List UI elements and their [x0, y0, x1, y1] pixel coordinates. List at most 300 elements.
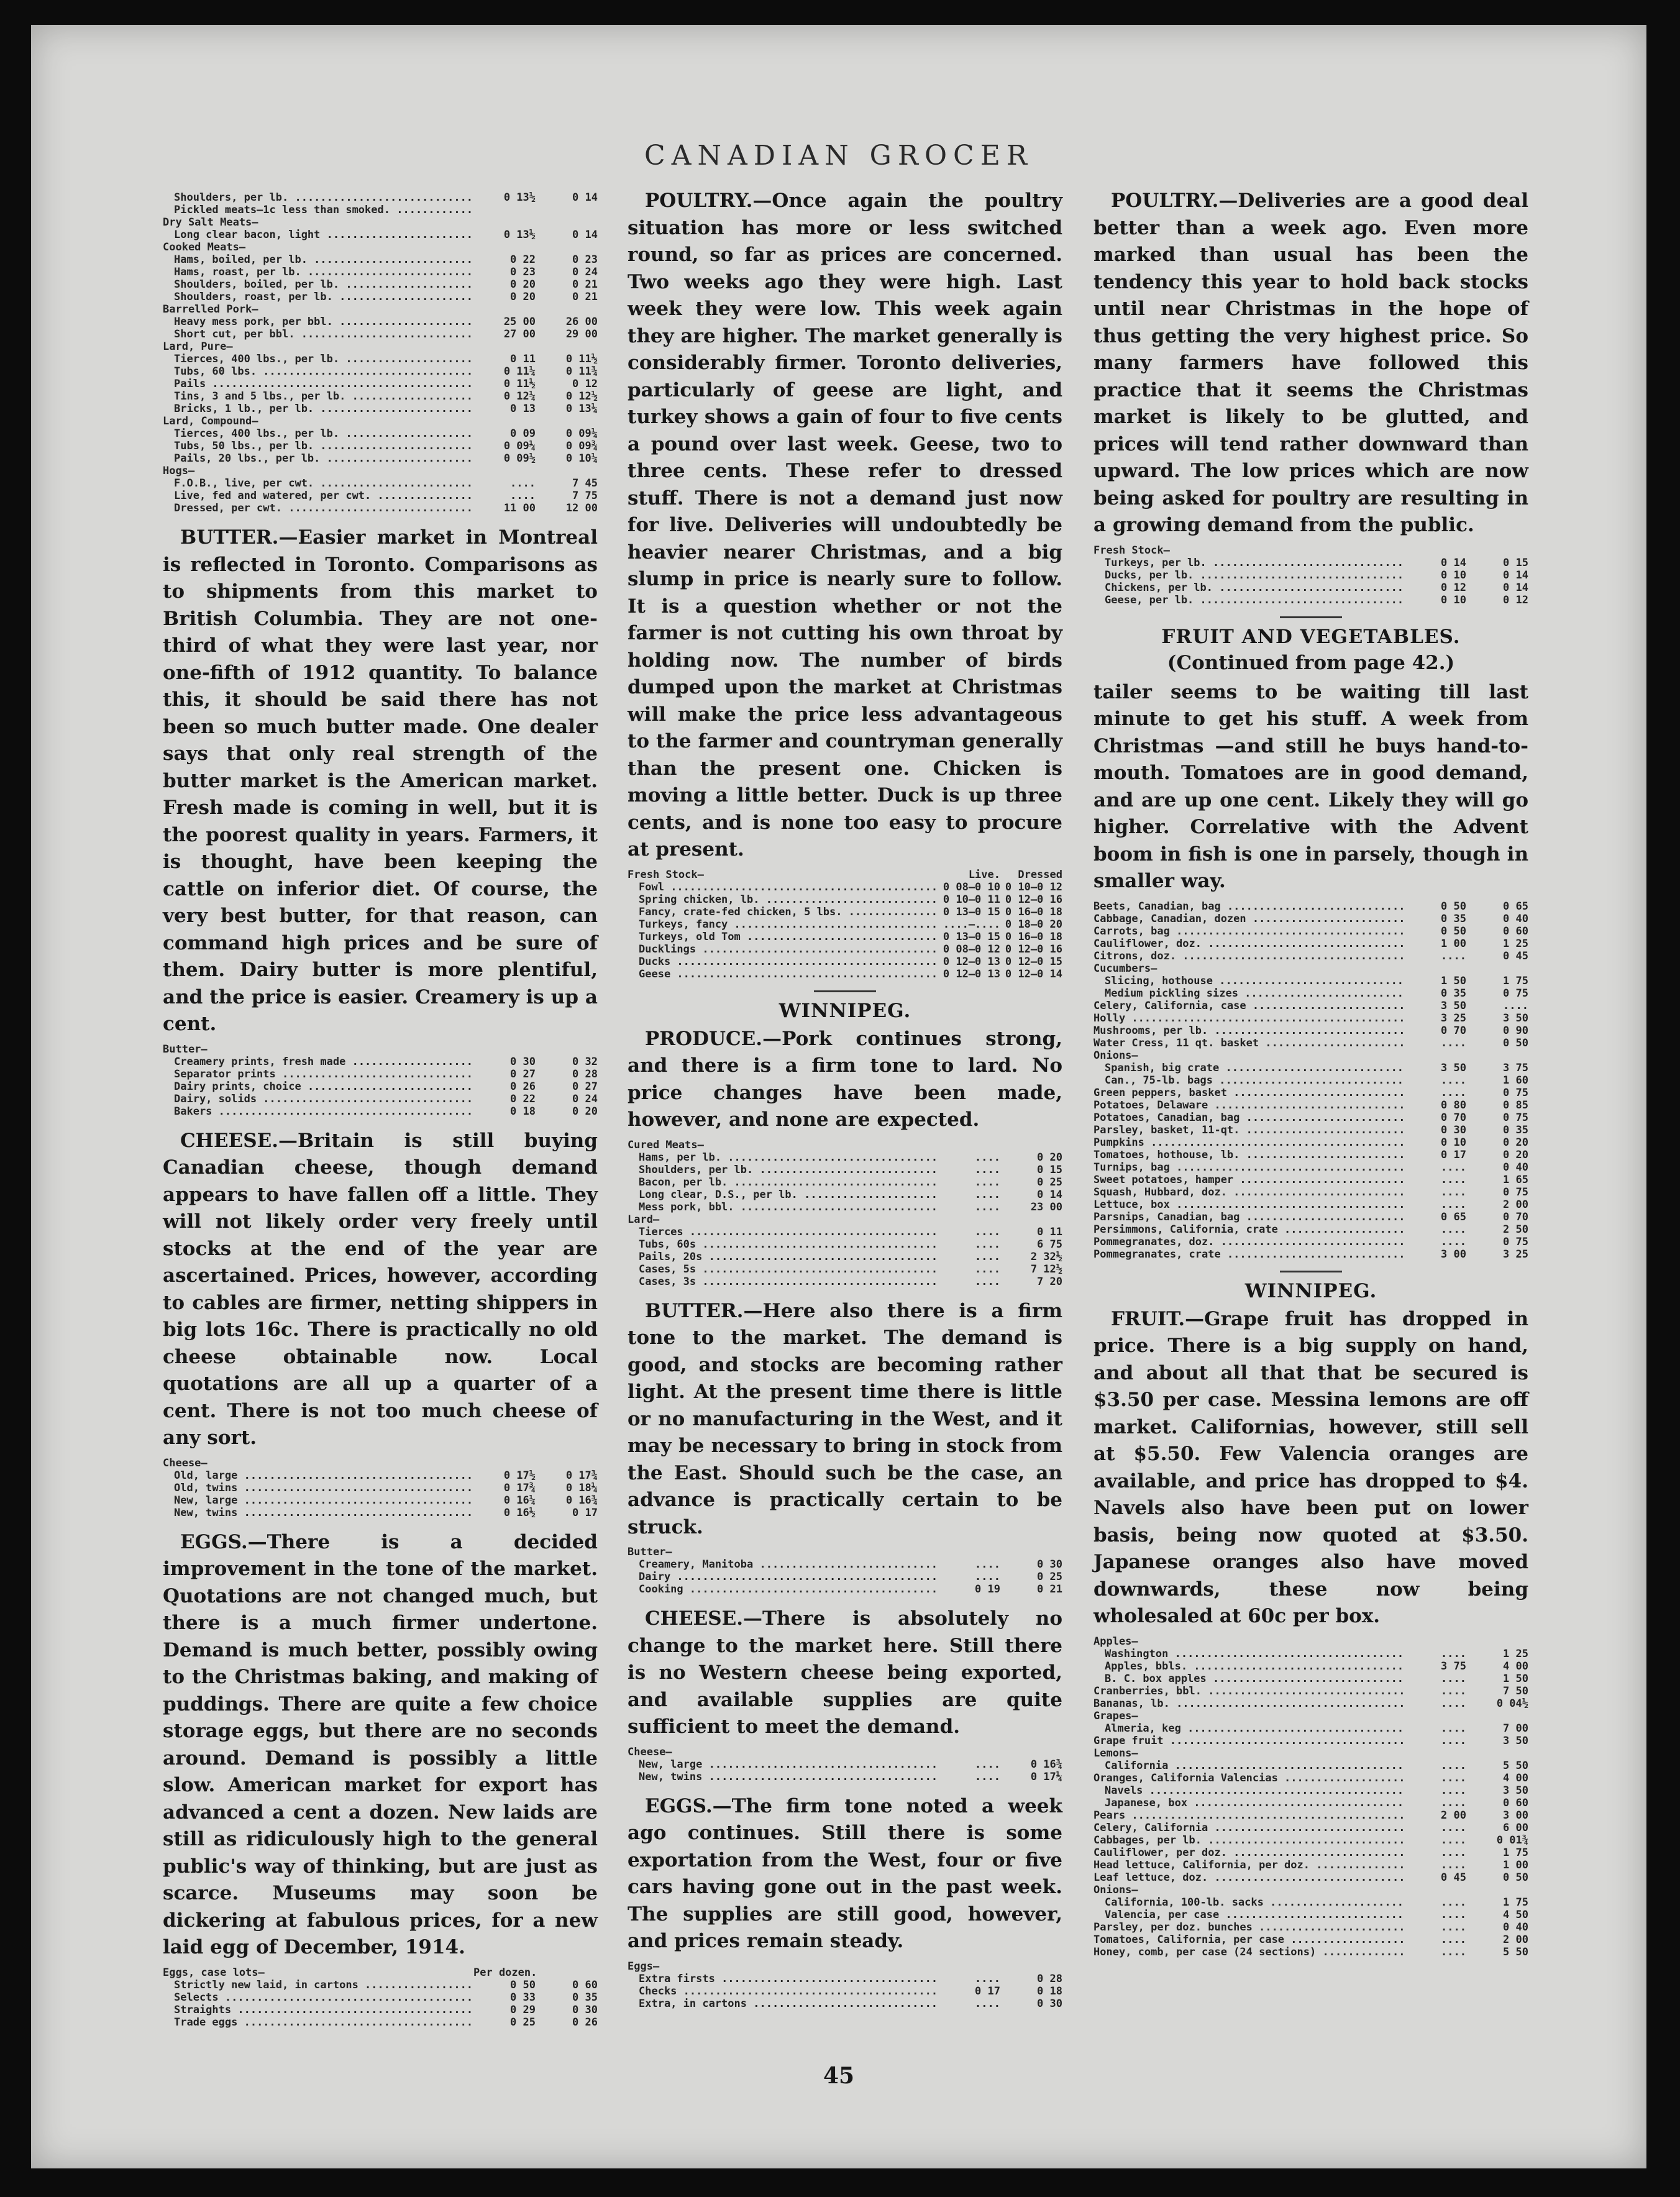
row-price-low: 0 50 [1441, 900, 1466, 913]
row-label: Cranberries, bbl. ..... [1093, 1685, 1404, 1697]
table-row [163, 266, 598, 278]
table-row [1093, 1124, 1528, 1136]
row-price-low: .... [510, 477, 536, 490]
row-price-low: 0 16¼ [503, 1494, 536, 1507]
row-price-high: 0 14 [1037, 1188, 1062, 1201]
row-price-low: .... [1441, 1173, 1466, 1186]
row-price-high: 0 17¾ [565, 1469, 598, 1482]
row-label: Squash, Hubbard, doz. ..... [1093, 1186, 1404, 1199]
row-label: Dairy ..... [628, 1571, 938, 1583]
row-label: Tierces ..... [628, 1226, 938, 1238]
butter-text: —Easier market in Montreal is reflected in Toronto. Comparisons as to shipments from this market to British Columbia. They are not one-third of what they were last year, nor one-fifth of 1912 quantity. To balance this, it should be said there has not been so much butter made. One dealer says that only real strength of the butter market is the American market. Fresh made is coming in well, but it is the poorest quality in years. Farmers, it is thought, have been keeping the cattle on inferior diet. Of course, the very best butter, for that reason, can command high prices and be sure of them. Dairy butter is more plentiful, and the price is easier. Creamery is up a cent. [163, 526, 598, 1035]
table-row [628, 1973, 1062, 1985]
row-price-low: .... [975, 1250, 1000, 1263]
row-label: Shoulders, per lb. ..... [163, 191, 473, 204]
row-price-low: 3 75 [1441, 1660, 1466, 1673]
table-row [628, 1164, 1062, 1176]
row-price-high: 1 25 [1503, 937, 1528, 950]
row-label: Short cut, per bbl. ..... [163, 328, 473, 340]
table-row [1093, 1685, 1528, 1697]
table-row [1093, 950, 1528, 962]
row-label: Cucumbers— [1093, 962, 1157, 975]
table-row [1093, 1049, 1528, 1062]
row-label: Celery, California ..... [1093, 1822, 1404, 1834]
row-price-low: .... [1441, 1796, 1466, 1809]
row-price-low: .... [1441, 1036, 1466, 1049]
row-price-high: 0 21 [1037, 1583, 1062, 1596]
row-price-low: .... [1441, 1684, 1466, 1697]
fruit-lead: FRUIT. [1111, 1307, 1185, 1330]
poultry-paragraph [1093, 188, 1528, 539]
table-row [628, 943, 1062, 956]
row-price-low: .... [975, 1238, 1000, 1251]
row-price-high: 1 25 [1503, 1647, 1528, 1660]
table-row [1093, 1921, 1528, 1934]
poultry-text: —Once again the poultry situation has more or less switched round, so far as prices are concerned. Two weeks ago they were high. Last week they were low. This week again they are higher. The market generally is considerably firmer. Toronto deliveries, particularly of geese are light, and turkey shows a gain of four to five cents a pound over last week. Geese, two to three cents. These refer to dressed stuff. There is not a demand just now for live. Deliveries will undoubtedly be heavier nearer Christmas, and a big slump in price is nearly sure to follow. It is a question whether or not the farmer is not cutting his own throat by holding now. The number of birds dumped upon the market at Christmas will make the price less advantageous to the farmer and countryman generally than the present one. Chicken is moving a little better. Duck is up three cents, and is none too easy to procure at present. [628, 190, 1062, 861]
row-price-high: 0 16—0 18 [1005, 930, 1062, 943]
table-row [1093, 962, 1528, 975]
table-row [1093, 1161, 1528, 1174]
table-row [1093, 900, 1528, 913]
row-price-low [473, 204, 536, 216]
table-row [1093, 1834, 1528, 1847]
table-row [163, 2016, 598, 2029]
row-price-low: 0 26 [510, 1080, 536, 1093]
poultry-lead: POULTRY. [1111, 190, 1219, 212]
butter-lead: BUTTER. [645, 1299, 744, 1322]
row-price-high: 0 12—0 15 [1005, 955, 1062, 968]
table-row [163, 278, 598, 291]
row-label: Straights ..... [163, 2004, 473, 2016]
row-price-low: .... [1441, 1722, 1466, 1735]
table-row [1093, 1772, 1528, 1784]
table-row [1093, 1747, 1528, 1760]
row-label: Hams, per lb. ..... [628, 1151, 938, 1164]
row-label: New, large ..... [628, 1758, 938, 1771]
row-price-high: 0 26 [572, 2016, 598, 2029]
row-label: Onions— [1093, 1883, 1138, 1896]
table-row [628, 1176, 1062, 1189]
table-row [163, 216, 598, 229]
row-price-low: .... [975, 1997, 1000, 2010]
row-price-low: .... [1441, 1086, 1466, 1099]
row-price-low: .... [975, 1176, 1000, 1189]
row-price-low: 0 50 [1441, 925, 1466, 938]
row-price-low: 0 12—0 13 [943, 967, 1000, 980]
row-price-high: 0 20 [1503, 1136, 1528, 1149]
row-label: Water Cress, 11 qt. basket ..... [1093, 1037, 1404, 1049]
column-2 [628, 188, 1062, 2020]
row-price-low: 0 19 [975, 1583, 1000, 1596]
row-label: Cauliflower, doz. ..... [1093, 938, 1404, 950]
row-price-high: 1 00 [1503, 1858, 1528, 1871]
row-label: Tubs, 50 lbs., per lb. ..... [163, 440, 473, 452]
row-label: Navels ..... [1093, 1784, 1404, 1797]
row-price-low: .... [1441, 1908, 1466, 1921]
poultry-text: —Deliveries are a good deal better than a week ago. Even more marked than usual has been the tendency this year to hold back stocks until near Christmas in the hope of thus getting the very highest price. So many farmers have followed this practice that it seems the Christmas market is likely to be glutted, and prices will tend rather downward than upward. The low prices which are now being asked for poultry are resulting in a growing demand from the public. [1093, 190, 1528, 536]
row-price-low: .... [1441, 1834, 1466, 1847]
row-price-low: 0 09¼ [503, 440, 536, 452]
row-price-high: 0 18 [1037, 1985, 1062, 1998]
row-label: Apples— [1093, 1635, 1138, 1648]
row-label: Tierces, 400 lbs., per lb. ..... [163, 353, 473, 365]
row-label: Cooking ..... [628, 1583, 938, 1596]
table-row [163, 465, 598, 477]
row-price-high: 0 27 [572, 1080, 598, 1093]
row-price-high: 2 32½ [1030, 1250, 1062, 1263]
table-row [163, 365, 598, 378]
row-label: Tubs, 60s ..... [628, 1238, 938, 1251]
row-price-low: .... [1441, 1945, 1466, 1958]
row-price-low: .... [975, 1225, 1000, 1238]
table-row [163, 1093, 598, 1105]
row-label: Live, fed and watered, per cwt. ..... [163, 490, 473, 502]
table-row [628, 1583, 1062, 1596]
produce-lead: PRODUCE. [645, 1027, 763, 1050]
row-price-high: 0 32 [572, 1055, 598, 1068]
row-price-high: 0 04½ [1496, 1697, 1528, 1710]
table-row [1093, 1012, 1528, 1025]
row-price-low: 0 25 [510, 2016, 536, 2029]
row-price-low: 0 17¾ [503, 1481, 536, 1494]
table-row [1093, 569, 1528, 582]
table-row [163, 390, 598, 403]
table-row [1093, 1648, 1528, 1660]
row-label: Geese ..... [628, 968, 938, 980]
row-price-low: .... [1441, 1074, 1466, 1087]
row-price-high: 0 21 [572, 291, 598, 303]
row-label: Pommegranates, crate ..... [1093, 1248, 1404, 1261]
row-price-high: 1 50 [1503, 1672, 1528, 1685]
table-row [163, 353, 598, 365]
continued-note: (Continued from page 42.) [1167, 651, 1455, 674]
table-row [1093, 1000, 1528, 1012]
table-row [163, 303, 598, 316]
row-price-low: 0 70 [1441, 1111, 1466, 1124]
row-price-high: 1 65 [1503, 1173, 1528, 1186]
row-price-high: 0 18¼ [565, 1481, 598, 1494]
row-price-low: .... [510, 490, 536, 502]
row-label: Honey, comb, per case (24 sections) ..... [1093, 1946, 1404, 1958]
row-price-low: 0 10—0 11 [943, 893, 1000, 906]
row-price-low: .... [1441, 1734, 1466, 1747]
row-price-high: 0 50 [1503, 1036, 1528, 1049]
row-label: Head lettuce, California, per doz. ..... [1093, 1859, 1404, 1871]
row-price-high: 1 75 [1503, 1896, 1528, 1909]
row-price-low: 0 30 [1441, 1123, 1466, 1136]
row-price-high: 0 14 [572, 229, 598, 241]
butter-paragraph [163, 524, 598, 1038]
row-price-high: 0 12—0 16 [1005, 893, 1062, 906]
row-label: Trade eggs ..... [163, 2016, 473, 2029]
row-price-low: 1 50 [1441, 974, 1466, 987]
row-price-low: 0 09½ [503, 452, 536, 465]
row-label: Selects ..... [163, 1991, 473, 2004]
butter-price-table [163, 1043, 598, 1118]
table-row [163, 378, 598, 390]
row-label: Washington ..... [1093, 1648, 1404, 1660]
row-price-low: .... [975, 1163, 1000, 1176]
row-price-low: 0 11½ [503, 378, 536, 390]
table-row [1093, 1946, 1528, 1958]
row-price-high: 7 12½ [1030, 1263, 1062, 1276]
table-row [163, 403, 598, 415]
row-price-low: .... [1441, 1759, 1466, 1772]
cheese-paragraph [628, 1606, 1062, 1741]
row-price-low: .... [1441, 1223, 1466, 1236]
row-price-high: 0 12—0 14 [1005, 967, 1062, 980]
row-price-high: 0 70 [1503, 1210, 1528, 1223]
row-price-high: 23 00 [1030, 1200, 1062, 1213]
section-divider [814, 990, 876, 992]
table-row [1093, 1248, 1528, 1261]
row-price-high: 0 11 [1037, 1225, 1062, 1238]
table-row [628, 1276, 1062, 1288]
row-price-low: .... [975, 1770, 1000, 1783]
row-price-low: 0 08—0 10 [943, 880, 1000, 893]
row-price-high: .... [1503, 999, 1528, 1012]
row-label: Dry Salt Meats— [163, 216, 258, 229]
table-row [628, 1985, 1062, 1998]
row-price-low: 0 80 [1441, 1098, 1466, 1112]
row-label: California ..... [1093, 1760, 1404, 1772]
row-price-high: 0 10—0 12 [1005, 880, 1062, 893]
table-row [628, 1251, 1062, 1263]
row-label: Pails ..... [163, 378, 473, 390]
row-price-low: .... [975, 1263, 1000, 1276]
row-price-high: 3 50 [1503, 1012, 1528, 1025]
produce-text: —Pork continues strong, and there is a firm tone to lard. No price changes have been made, however, and none are expected. [628, 1027, 1062, 1131]
row-label: Tins, 3 and 5 lbs., per lb. ..... [163, 390, 473, 403]
row-label: Apples, bbls. ..... [1093, 1660, 1404, 1673]
table-row [1093, 1871, 1528, 1884]
row-price-low: .... [975, 1972, 1000, 1985]
page [31, 25, 1646, 2168]
row-label: Holly ..... [1093, 1012, 1404, 1025]
row-price-high: 0 11¾ [565, 365, 598, 378]
butter-text: —Here also there is a firm tone to the market. The demand is good, and stocks are becoming rather light. At the present time there is little or no manufacturing in the West, and it may be necessary to bring in stock from the East. Should such be the case, an advance is practically certain to be struck. [628, 1299, 1062, 1538]
column-1 [163, 188, 598, 2039]
row-price-high: 0 10¼ [565, 452, 598, 465]
table-row [1093, 1909, 1528, 1921]
eggs-paragraph [628, 1793, 1062, 1955]
table-row [628, 906, 1062, 918]
table-row [628, 1238, 1062, 1251]
row-label: Butter— [628, 1546, 672, 1558]
row-price-high: 0 12—0 16 [1005, 943, 1062, 956]
row-price-low: 0 17 [1441, 1148, 1466, 1161]
table-header-row [628, 869, 1062, 881]
row-price-high: 0 75 [1503, 1185, 1528, 1199]
row-price-low: 0 13½ [503, 229, 536, 241]
table-row [1093, 1223, 1528, 1236]
row-label: Fancy, crate-fed chicken, 5 lbs. ..... [628, 906, 938, 918]
row-label: Sweet potatoes, hamper ..... [1093, 1174, 1404, 1186]
row-price-low: 0 09 [510, 427, 536, 440]
row-price-high: 0 09¼ [565, 427, 598, 440]
fruit-vegetables-heading: FRUIT AND VEGETABLES. [1161, 625, 1461, 648]
row-label: Checks ..... [628, 1985, 938, 1998]
row-price-low: 0 08—0 12 [943, 943, 1000, 956]
row-price-high: 3 75 [1503, 1061, 1528, 1074]
table-row [1093, 1847, 1528, 1859]
row-label: Cheese— [628, 1745, 672, 1758]
table-row [163, 477, 598, 490]
row-price-high: 7 50 [1503, 1684, 1528, 1697]
row-price-low: 0 35 [1441, 912, 1466, 925]
row-label: Citrons, doz. ..... [1093, 950, 1404, 962]
row-price-low: 3 00 [1441, 1248, 1466, 1261]
poultry-rows [628, 881, 1062, 980]
row-price-high: 0 28 [572, 1067, 598, 1080]
table-row [1093, 1037, 1528, 1049]
row-price-high: 0 18—0 20 [1005, 918, 1062, 931]
row-label: F.O.B., live, per cwt. ..... [163, 477, 473, 490]
row-label: Long clear bacon, light ..... [163, 229, 473, 241]
table-row [1093, 1635, 1528, 1648]
row-price-low: .... [1441, 949, 1466, 962]
table-row [628, 1746, 1062, 1758]
row-price-high: 0 35 [1503, 1123, 1528, 1136]
row-price-low: 0 70 [1441, 1024, 1466, 1037]
row-price-low: 0 13 [510, 403, 536, 415]
row-label: Pommegranates, doz. ..... [1093, 1236, 1404, 1248]
row-price-low: .... [1441, 1185, 1466, 1199]
row-label: Lettuce, box ..... [1093, 1199, 1404, 1211]
row-price-low: .... [975, 1571, 1000, 1583]
row-price-high: 1 75 [1503, 974, 1528, 987]
row-price-high: 0 60 [1503, 925, 1528, 938]
row-price-high: 0 17¼ [1030, 1770, 1062, 1783]
row-label: Old, twins ..... [163, 1482, 473, 1494]
row-price-high: 0 11½ [565, 353, 598, 365]
table-row [163, 291, 598, 303]
row-price-low: 0 11 [510, 353, 536, 365]
eggs-lead: EGGS. [645, 1794, 713, 1817]
table-row [1093, 557, 1528, 569]
row-label: Spring chicken, lb. ..... [628, 893, 938, 906]
row-price-low: 3 50 [1441, 1061, 1466, 1074]
table-row [1093, 1112, 1528, 1124]
table-row [1093, 1673, 1528, 1685]
row-price-high: 0 75 [1503, 1086, 1528, 1099]
row-label: Lemons— [1093, 1747, 1138, 1760]
row-price-high: 0 01¾ [1496, 1834, 1528, 1847]
row-price-high: 7 45 [572, 477, 598, 490]
table-row [163, 1507, 598, 1519]
row-label: Tierces, 400 lbs., per lb. ..... [163, 427, 473, 440]
row-price-low: .... [1441, 1784, 1466, 1797]
row-price-high: 0 45 [1503, 949, 1528, 962]
cheese-paragraph [163, 1128, 598, 1452]
row-price-high: 0 12½ [565, 390, 598, 403]
table-row [628, 1571, 1062, 1583]
row-label: Parsnips, Canadian, bag ..... [1093, 1211, 1404, 1223]
row-label: Leaf lettuce, doz. ..... [1093, 1871, 1404, 1884]
row-label: Bakers ..... [163, 1105, 473, 1118]
row-price-low: 0 17½ [503, 1469, 536, 1482]
table-row [628, 881, 1062, 893]
row-price-low: .... [975, 1200, 1000, 1213]
row-price-high: 0 35 [572, 1991, 598, 2004]
row-label: Creamery prints, fresh made ..... [163, 1056, 473, 1068]
row-label: New, twins ..... [628, 1771, 938, 1783]
poultry-price-table [628, 869, 1062, 980]
table-row [1093, 1199, 1528, 1211]
row-label: Celery, California, case ..... [1093, 1000, 1404, 1012]
row-label: Heavy mess pork, per bbl. ..... [163, 316, 473, 328]
row-label: Carrots, bag ..... [1093, 925, 1404, 938]
table-row [163, 241, 598, 254]
row-label: Slicing, hothouse ..... [1093, 975, 1404, 987]
row-label: Potatoes, Delaware ..... [1093, 1099, 1404, 1112]
butter-paragraph [628, 1298, 1062, 1542]
row-price-high: 0 60 [1503, 1796, 1528, 1809]
row-price-low: ....—.... [943, 918, 1000, 931]
table-row [628, 1139, 1062, 1151]
row-label: Mess pork, bbl. ..... [628, 1201, 938, 1213]
row-price-low: 0 23 [510, 266, 536, 278]
row-label: Tomatoes, California, per case ..... [1093, 1934, 1404, 1946]
row-label: B. C. box apples ..... [1093, 1673, 1404, 1685]
row-price-low: .... [1441, 1933, 1466, 1946]
table-row [163, 340, 598, 353]
row-price-high: 3 25 [1503, 1248, 1528, 1261]
table-row [163, 1080, 598, 1093]
row-price-high: 0 30 [572, 2003, 598, 2016]
table-row [163, 1056, 598, 1068]
row-price-high: 0 40 [1503, 1161, 1528, 1174]
row-price-high: 0 20 [572, 1105, 598, 1118]
poultry-price-table [1093, 544, 1528, 606]
row-label: Parsley, per doz. bunches ..... [1093, 1921, 1404, 1934]
table-row [1093, 938, 1528, 950]
row-label: Bacon, per lb. ..... [628, 1176, 938, 1189]
row-price-high: 0 12 [1503, 593, 1528, 606]
table-row [1093, 1710, 1528, 1722]
winnipeg-heading: WINNIPEG. [778, 999, 911, 1022]
row-price-low: 27 00 [503, 328, 536, 340]
table-row [628, 893, 1062, 906]
row-label: Onions— [1093, 1049, 1138, 1062]
row-label: Beets, Canadian, bag ..... [1093, 900, 1404, 913]
row-price-high: 0 28 [1037, 1972, 1062, 1985]
table-row [628, 1998, 1062, 2010]
row-label: Hams, boiled, per lb. ..... [163, 254, 473, 266]
row-price-low: .... [975, 1275, 1000, 1288]
table-header-row [163, 1966, 598, 1979]
row-price-low: 0 12 [1441, 581, 1466, 594]
row-label: California, 100-lb. sacks ..... [1093, 1896, 1404, 1909]
table-row [628, 1546, 1062, 1558]
row-label: Parsley, basket, 11-qt. ..... [1093, 1124, 1404, 1136]
row-price-high: 0 14 [572, 191, 598, 204]
row-price-low: 0 13—0 15 [943, 905, 1000, 918]
table-row [1093, 1822, 1528, 1834]
row-price-low: 0 10 [1441, 569, 1466, 582]
row-label: Pails, 20s ..... [628, 1251, 938, 1263]
row-label: Lard— [628, 1213, 660, 1226]
table-row [628, 1758, 1062, 1771]
row-price-low: 3 50 [1441, 999, 1466, 1012]
table-row [1093, 1809, 1528, 1822]
table-row [1093, 594, 1528, 606]
cheese-text: —Britain is still buying Canadian cheese, though demand appears to have fallen off a little. They will not likely order very freely until stocks at the end of the year are ascertained. Prices, however, according to cables are firmer, netting shippers in big lots 16c. There is practically no old cheese obtainable now. Local quotations are all up a quarter of a cent. There is not too much cheese of any sort. [163, 1129, 598, 1449]
table-row [628, 1263, 1062, 1276]
row-label: Ducks ..... [628, 956, 938, 968]
row-label: Japanese, box ..... [1093, 1797, 1404, 1809]
row-price-low: 0 17 [975, 1985, 1000, 1998]
